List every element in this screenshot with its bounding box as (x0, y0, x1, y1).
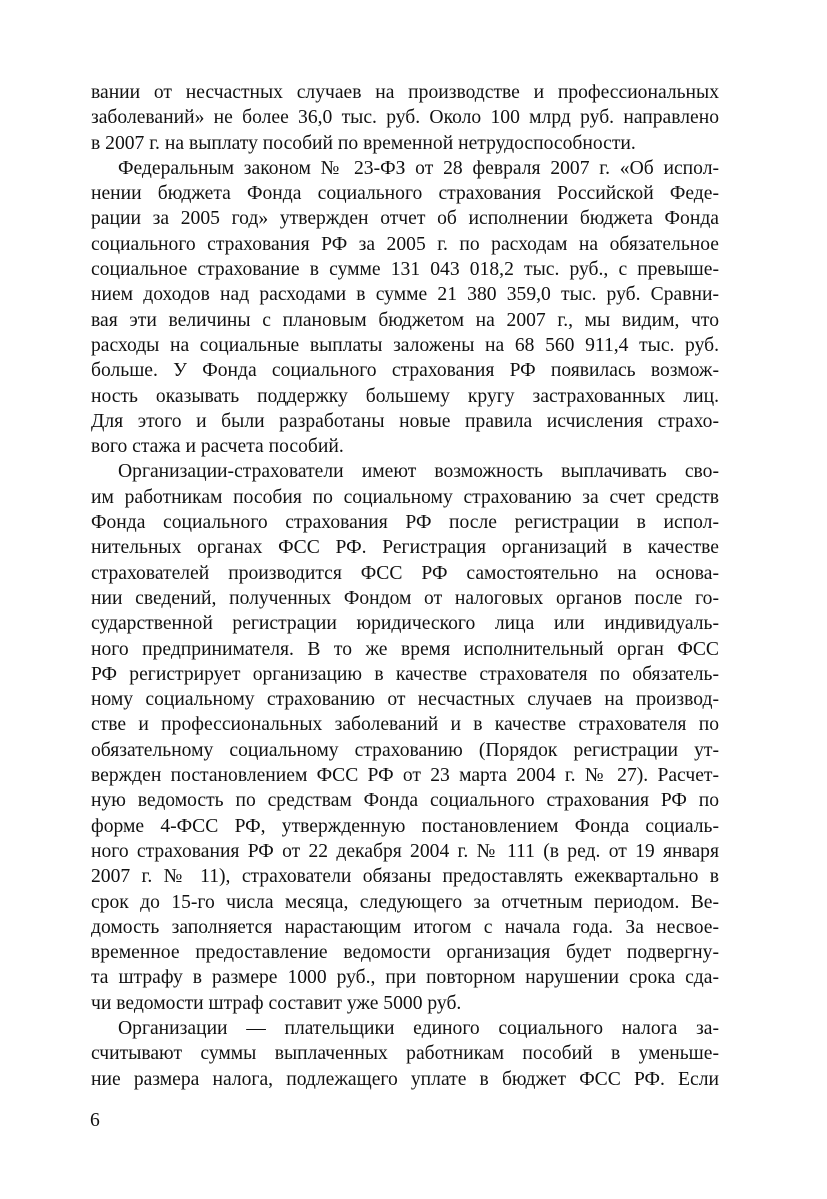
text-line: социального страхования РФ за 2005 г. по расходам на обязательное (91, 233, 719, 255)
text-line: ние размера налога, подлежащего уплате в бюджет ФСС РФ. Если (91, 1068, 719, 1090)
text-line: сударственной регистрации юридического лица или индивидуаль- (91, 613, 719, 635)
text-line: рации за 2005 год» утвержден отчет об исполнении бюджета Фонда (91, 208, 719, 230)
text-line: больше. У Фонда социального страхования РФ появилась возмож- (91, 360, 719, 382)
text-line: расходы на социальные выплаты заложены на 68 560 911,4 тыс. руб. (91, 334, 719, 356)
text-line: срок до 15-го числа месяца, следующего за отчетным периодом. Ве- (91, 891, 719, 913)
text-line: ность оказывать поддержку большему кругу застрахованных лиц. (91, 385, 719, 407)
text-line: ного страхования РФ от 22 декабря 2004 г. № 111 (в ред. от 19 января (91, 840, 719, 862)
text-line: социальное страхование в сумме 131 043 018,2 тыс. руб., с превыше- (91, 259, 719, 281)
text-line: нии сведений, полученных Фондом от налоговых органов после го- (91, 587, 719, 609)
text-line: РФ регистрирует организацию в качестве страхователя по обязатель- (91, 663, 719, 685)
text-line: Фонда социального страхования РФ после регистрации в испол- (91, 512, 719, 534)
text-line: Федеральным законом № 23-ФЗ от 28 февраля 2007 г. «Об испол- (118, 157, 719, 179)
text-line: та штрафу в размере 1000 руб., при повторном нарушении срока сда- (91, 967, 719, 989)
text-line: вании от несчастных случаев на производстве и профессиональных (91, 82, 719, 103)
text-line: ному социальному страхованию от несчастных случаев на производ- (91, 689, 719, 711)
text-line: страхователей производится ФСС РФ самостоятельно на основа- (91, 562, 719, 584)
text-line: стве и профессиональных заболеваний и в качестве страхователя по (91, 714, 719, 736)
text-line: вого стажа и расчета пособий. (91, 436, 344, 458)
paragraph (91, 1016, 719, 1092)
text-line: им работникам пособия по социальному страхованию за счет средств (91, 486, 719, 508)
text-line: в 2007 г. на выплату пособий по временной нетрудоспособности. (91, 132, 636, 154)
paragraph (91, 156, 719, 460)
text-line: нием доходов над расходами в сумме 21 380 359,0 тыс. руб. Сравни- (91, 284, 719, 306)
text-line: Для этого и были разработаны новые правила исчисления страхо- (91, 410, 719, 432)
text-line: ную ведомость по средствам Фонда социального страхования РФ по (91, 790, 719, 812)
text-line: домость заполняется нарастающим итогом с начала года. За несвое- (91, 916, 719, 938)
text-line: Организации-страхователи имеют возможность выплачивать сво- (118, 461, 719, 483)
page-number: 6 (90, 1110, 100, 1131)
text-line: считывают суммы выплаченных работникам пособий в уменьше- (91, 1043, 719, 1065)
text-line: вая эти величины с плановым бюджетом на 2007 г., мы видим, что (91, 309, 719, 331)
text-line: временное предоставление ведомости организация будет подвергну- (91, 942, 719, 964)
text-line: нении бюджета Фонда социального страхования Российской Феде- (91, 183, 719, 205)
body-text (91, 80, 719, 1092)
paragraph (91, 459, 719, 1016)
text-line: чи ведомости штраф составит уже 5000 руб. (91, 992, 462, 1014)
text-line: 2007 г. № 11), страхователи обязаны предоставлять ежеквартально в (91, 866, 719, 888)
paragraph (91, 80, 719, 156)
text-line: нительных органах ФСС РФ. Регистрация организаций в качестве (91, 537, 719, 559)
text-line: форме 4-ФСС РФ, утвержденную постановлением Фонда социаль- (91, 815, 719, 837)
text-line: Организации — плательщики единого социального налога за- (118, 1017, 719, 1039)
text-line: вержден постановлением ФСС РФ от 23 марта 2004 г. № 27). Расчет- (91, 765, 719, 787)
text-line: ного предпринимателя. В то же время исполнительный орган ФСС (91, 638, 719, 660)
text-line: обязательному социальному страхованию (Порядок регистрации ут- (91, 739, 719, 761)
text-line: заболеваний» не более 36,0 тыс. руб. Около 100 млрд руб. направлено (91, 107, 719, 129)
